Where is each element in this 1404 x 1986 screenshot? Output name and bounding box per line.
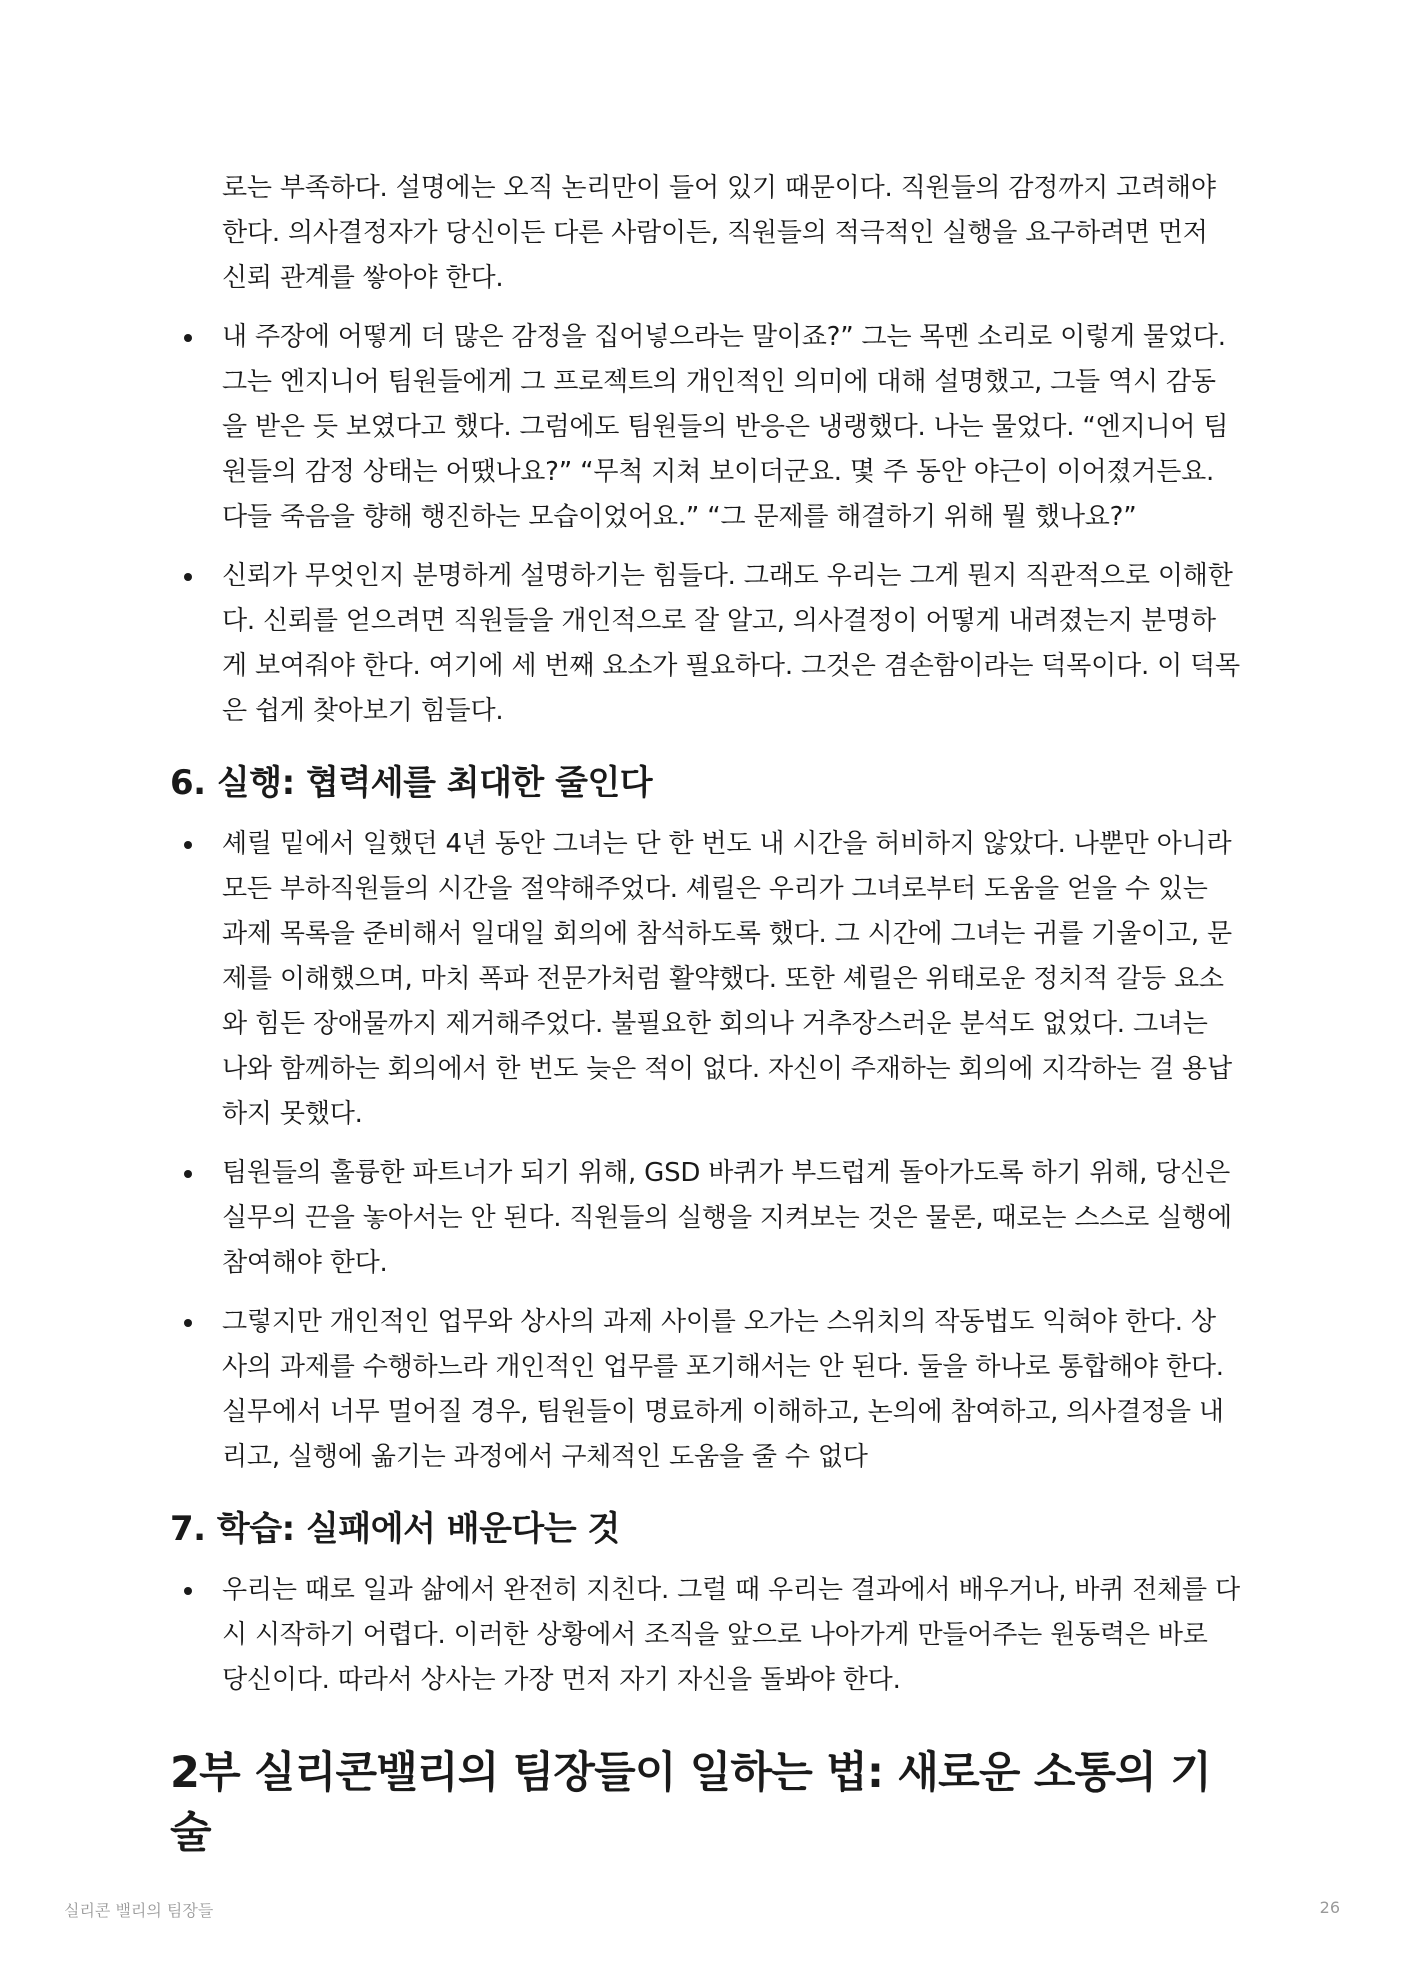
list-item-text: 우리는 때로 일과 삶에서 완전히 지친다. 그럴 때 우리는 결과에서 배우거나, 바퀴 전체를 다시 시작하기 어렵다. 이러한 상황에서 조직을 앞으로 나아가게 만들어주는 원동력은 바로 당신이다. 따라서 상사는 가장 먼저 자기 자신을 돌봐야 한다.	[222, 1575, 1240, 1695]
section-7-heading: 7. 학습: 실패에서 배운다는 것	[170, 1509, 620, 1549]
list-item-text: 내 주장에 어떻게 더 많은 감정을 집어넣으라는 말이죠?” 그는 목멘 소리로 이렇게 물었다. 그는 엔지니어 팀원들에게 그 프로젝트의 개인적인 의미에 대해 설명했고, 그들 역시 감동을 받은 듯 보였다고 했다. 그럼에도 팀원들의 반응은 냉랭했다. 나는 물었다. “엔지니어 팀원들의 감정 상태는 어땠나요?” “무척 지쳐 보이더군요. 몇 주 동안 야근이 이어졌거든요. 다들 죽음을 향해 행진하는 모습이었어요.” “그 문제를 해결하기 위해 뭘 했나요?”	[222, 322, 1229, 532]
bullet-icon	[184, 573, 192, 581]
list-item-text: 팀원들의 훌륭한 파트너가 되기 위해, GSD 바퀴가 부드럽게 돌아가도록 하기 위해, 당신은 실무의 끈을 놓아서는 안 된다. 직원들의 실행을 지켜보는 것은 물론, 때로는 스스로 실행에 참여해야 한다.	[222, 1158, 1232, 1278]
list-item	[170, 554, 1240, 734]
bullet-icon	[184, 1587, 192, 1595]
list-item	[170, 1300, 1240, 1480]
list-item	[170, 1151, 1240, 1286]
page-content	[170, 166, 1240, 1863]
part-2-heading: 2부 실리콘밸리의 팀장들이 일하는 법: 새로운 소통의 기술	[170, 1748, 1211, 1858]
list-item-text: 신뢰가 무엇인지 분명하게 설명하기는 힘들다. 그래도 우리는 그게 뭔지 직관적으로 이해한다. 신뢰를 얻으려면 직원들을 개인적으로 잘 알고, 의사결정이 어떻게 내려졌는지 분명하게 보여줘야 한다. 여기에 세 번째 요소가 필요하다. 그것은 겸손함이라는 덕목이다. 이 덕목은 쉽게 찾아보기 힘들다.	[222, 561, 1240, 726]
list-item	[170, 1568, 1240, 1703]
list-item-text: 셰릴 밑에서 일했던 4년 동안 그녀는 단 한 번도 내 시간을 허비하지 않았다. 나뿐만 아니라 모든 부하직원들의 시간을 절약해주었다. 셰릴은 우리가 그녀로부터 도움을 얻을 수 있는 과제 목록을 준비해서 일대일 회의에 참석하도록 했다. 그 시간에 그녀는 귀를 기울이고, 문제를 이해했으며, 마치 폭파 전문가처럼 활약했다. 또한 셰릴은 위태로운 정치적 갈등 요소와 힘든 장애물까지 제거해주었다. 불필요한 회의나 거추장스러운 분석도 없었다. 그녀는 나와 함께하는 회의에서 한 번도 늦은 적이 없다. 자신이 주재하는 회의에 지각하는 걸 용납하지 못했다.	[222, 829, 1232, 1129]
bullet-icon	[184, 334, 192, 342]
bullet-icon	[184, 841, 192, 849]
footer-book-title: 실리콘 밸리의 팀장들	[64, 1901, 214, 1920]
bullet-list-section-6	[170, 822, 1240, 1480]
list-item-text: 그렇지만 개인적인 업무와 상사의 과제 사이를 오가는 스위치의 작동법도 익혀야 한다. 상사의 과제를 수행하느라 개인적인 업무를 포기해서는 안 된다. 둘을 하나로 통합해야 한다. 실무에서 너무 멀어질 경우, 팀원들이 명료하게 이해하고, 논의에 참여하고, 의사결정을 내리고, 실행에 옮기는 과정에서 구체적인 도움을 줄 수 없다	[222, 1307, 1224, 1472]
bullet-icon	[184, 1319, 192, 1327]
list-item	[170, 822, 1240, 1137]
intro-paragraph: 로는 부족하다. 설명에는 오직 논리만이 들어 있기 때문이다. 직원들의 감정까지 고려해야 한다. 의사결정자가 당신이든 다른 사람이든, 직원들의 적극적인 실행을 요구하려면 먼저 신뢰 관계를 쌓아야 한다.	[222, 173, 1216, 293]
section-6-heading: 6. 실행: 협력세를 최대한 줄인다	[170, 763, 653, 803]
bullet-list-section-7	[170, 1568, 1240, 1703]
bullet-icon	[184, 1170, 192, 1178]
list-item	[170, 315, 1240, 540]
bullet-list-intro	[170, 315, 1240, 734]
footer-page-number: 26	[1319, 1898, 1340, 1917]
